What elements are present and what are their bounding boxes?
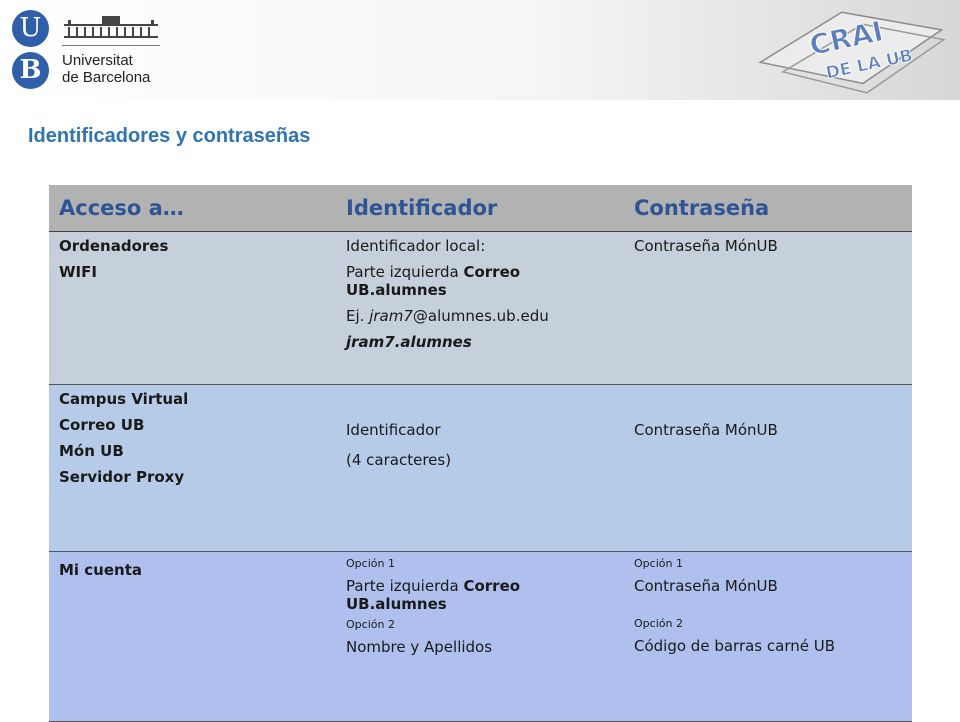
identifier-line: Identificador local: bbox=[346, 237, 486, 255]
table-row bbox=[49, 552, 912, 722]
building-icon bbox=[62, 14, 160, 40]
access-item: Campus Virtual bbox=[59, 390, 189, 408]
identifier-example: Ej. jram7@alumnes.ub.edu bbox=[346, 307, 549, 325]
universitat-barcelona-logo bbox=[12, 10, 162, 95]
password-cell bbox=[624, 232, 912, 385]
table-row bbox=[49, 385, 912, 552]
access-item: Món UB bbox=[59, 442, 124, 460]
access-item: Ordenadores bbox=[59, 237, 169, 255]
password-line: Contraseña MónUB bbox=[634, 421, 778, 439]
university-name bbox=[62, 52, 150, 86]
header-access: Acceso a… bbox=[49, 185, 336, 232]
option-label: Opción 2 bbox=[634, 617, 683, 630]
access-item: Servidor Proxy bbox=[59, 468, 185, 486]
identifier-cell bbox=[336, 232, 624, 385]
page-title: Identificadores y contraseñas bbox=[28, 125, 311, 147]
password-cell bbox=[624, 385, 912, 552]
option-label: Opción 2 bbox=[346, 618, 395, 631]
access-cell bbox=[49, 552, 336, 722]
identifier-cell bbox=[336, 385, 624, 552]
ub-seal-u: U bbox=[12, 10, 49, 47]
identifier-line: Parte izquierda Correo UB.alumnes bbox=[346, 263, 521, 299]
header-identifier: Identificador bbox=[336, 185, 624, 232]
logo-divider bbox=[62, 45, 160, 46]
crai-ub-logo bbox=[750, 4, 955, 98]
crai-logo-text-1: CRAI bbox=[806, 14, 887, 63]
option-label: Opción 1 bbox=[634, 557, 683, 570]
identifier-example-result: jram7.alumnes bbox=[346, 333, 472, 351]
password-line: Contraseña MónUB bbox=[634, 237, 778, 255]
access-cell bbox=[49, 385, 336, 552]
access-item: Correo UB bbox=[59, 416, 145, 434]
password-line: Código de barras carné UB bbox=[634, 637, 835, 655]
identifier-line: Nombre y Apellidos bbox=[346, 638, 493, 656]
access-cell bbox=[49, 232, 336, 385]
header-banner bbox=[0, 0, 960, 100]
table-header-row bbox=[49, 185, 912, 232]
option-label: Opción 1 bbox=[346, 557, 395, 570]
identifier-line: (4 caracteres) bbox=[346, 451, 452, 469]
university-name-line1: Universitat bbox=[62, 52, 133, 69]
password-cell bbox=[624, 552, 912, 722]
ub-seal-b: B bbox=[12, 52, 49, 89]
identifier-cell bbox=[336, 552, 624, 722]
header-password: Contraseña bbox=[624, 185, 912, 232]
access-item: Mi cuenta bbox=[59, 561, 143, 579]
crai-logo-text-2: DE LA UB bbox=[824, 45, 915, 84]
identifier-line: Identificador bbox=[346, 421, 441, 439]
password-line: Contraseña MónUB bbox=[634, 577, 778, 595]
table-row bbox=[49, 232, 912, 385]
credentials-table bbox=[49, 185, 912, 722]
access-item: WIFI bbox=[59, 263, 97, 281]
university-name-line2: de Barcelona bbox=[62, 69, 151, 86]
identifier-line: Parte izquierda Correo UB.alumnes bbox=[346, 577, 521, 613]
